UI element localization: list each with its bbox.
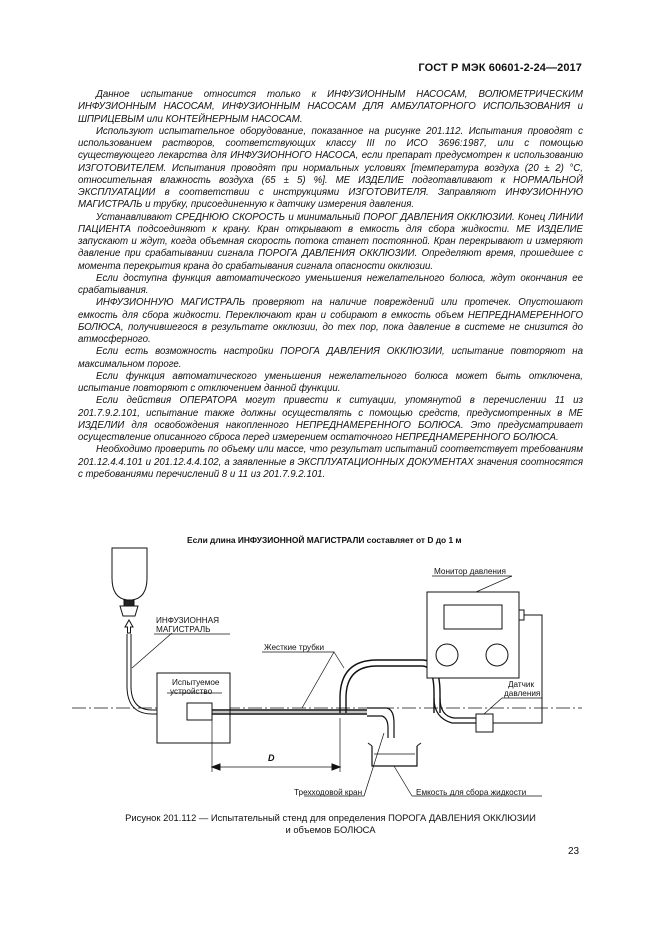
- monitor-leader: [432, 576, 512, 592]
- arch-tube-inner: [346, 666, 434, 713]
- figure-caption: [60, 812, 601, 836]
- rigid-tubes-leader: [262, 652, 344, 708]
- device-under-test-label: устройство: [170, 687, 213, 696]
- sensor-leader: [484, 698, 542, 714]
- arch-tube-outer: [340, 660, 440, 713]
- drip-chamber: [120, 606, 138, 616]
- paragraph: Если действия ОПЕРАТОРА могут привести к ситуации, упомянутой в перечислении 11 из 201.7.9.2.101, испытание также должны осуществлять с помощью средств, предусмотренных в МЕ ИЗДЕЛИИ для освобождения накопленного НЕПРЕДНАМЕРЕННОГО БОЛЮСА. Это предусматривает осуществление описанного сброса перед измерением остаточного НЕПРЕДНАМЕРЕННОГО БОЛЮСА.: [78, 395, 583, 443]
- figure-title: Если длина ИНФУЗИОННОЙ МАГИСТРАЛИ составляет от D до 1 м: [187, 535, 462, 545]
- monitor-display: [444, 605, 502, 629]
- paragraph: Устанавливают СРЕДНЮЮ СКОРОСТЬ и минимальный ПОРОГ ДАВЛЕНИЯ ОККЛЮЗИИ. Конец ЛИНИИ ПАЦИЕНТА подсоединяют к крану. Кран открывают в емкость для сбора жидкости. МЕ ИЗДЕЛИЕ запускают и ждут, когда объемная скорость потока станет постоянной. Кран перекрывают и измеряют давление при срабатывании сигнала ПОРОГА ДАВЛЕНИЯ ОККЛЮЗИИ. Определяют время, прошедшее с момента перекрытия крана до срабатывания сигнала опасности окклюзии.: [78, 211, 583, 272]
- infusion-line-label: МАГИСТРАЛЬ: [156, 625, 211, 634]
- rigid-tubes-label: Жесткие трубки: [264, 643, 325, 652]
- paragraph: Если доступна функция автоматического уменьшения нежелательного болюса, ждут окончания ее срабатывания.: [78, 272, 583, 296]
- body-text: [78, 89, 583, 481]
- paragraph: Необходимо проверить по объему или массе, что результат испытаний соответствует требованиям 201.12.4.4.101 и 201.12.4.4.102, а заявленные в ЭКСПЛУАТАЦИОННЫХ ДОКУМЕНТАХ значения соотносятся с требованиями перечислений 8 и 11 из 201.7.9.2.101.: [78, 444, 583, 480]
- collection-vessel-label: Емкость для сбора жидкости: [416, 788, 527, 797]
- d-arrow-right: [332, 764, 340, 770]
- caption-line: и объемов БОЛЮСА: [285, 824, 376, 835]
- page-number: 23: [568, 846, 580, 857]
- d-arrow-left: [212, 764, 220, 770]
- vessel-lip-left: [368, 743, 372, 746]
- paragraph: Если функция автоматического уменьшения нежелательного болюса может быть отключена, испытание повторяют с отключением данной функции.: [78, 370, 583, 394]
- monitor-connector: [519, 610, 524, 620]
- paragraph: Данное испытание относится только к ИНФУЗИОННЫМ НАСОСАМ, ВОЛЮМЕТРИЧЕСКИМ ИНФУЗИОННЫМ НАСОСАМ, ИНФУЗИОННЫМ НАСОСАМ ДЛЯ АМБУЛАТОРНОГО ИСПОЛЬЗОВАНИЯ и ШПРИЦЕВЫМ или КОНТЕЙНЕРНЫМ НАСОСАМ.: [78, 89, 583, 125]
- arch-tube-right-outer: [434, 698, 482, 723]
- drip-arrow: [125, 620, 133, 633]
- test-setup-diagram: [72, 528, 592, 813]
- document-header: ГОСТ Р МЭК 60601-2-24—2017: [418, 62, 582, 74]
- infusion-bag: [112, 548, 147, 600]
- test-setup-figure: [72, 528, 592, 813]
- infusion-line-label: ИНФУЗИОННАЯ: [156, 616, 220, 625]
- device-pump-block: [187, 703, 212, 720]
- device-under-test-label: Испытуемое: [172, 678, 220, 687]
- d-dimension-label: D: [268, 753, 275, 763]
- pressure-sensor-label: давления: [504, 689, 541, 698]
- pressure-sensor: [476, 714, 493, 732]
- vessel-lip-right: [417, 743, 421, 746]
- paragraph: Используют испытательное оборудование, показанное на рисунке 201.112. Испытания проводят с использованием растворов, соответствующих классу III по ИСО 3696:1987, или с помощью существующего лекарства для ИНФУЗИОННОГО НАСОСА, если препарат предусмотрен к использованию ИЗГОТОВИТЕЛЕМ. Испытания проводят при нормальных условиях [температура воздуха (20 ± 2) °С, относительная влажность воздуха (65 ± 5) %]. МЕ ИЗДЕЛИЕ подготавливают к НОРМАЛЬНОЙ ЭКСПЛУАТАЦИИ в соответствии с инструкциями ИЗГОТОВИТЕЛЯ. Заправляют ИНФУЗИОННУЮ МАГИСТРАЛЬ и трубку, присоединенную к датчику измерения давления.: [78, 125, 583, 211]
- three-way-valve: [367, 708, 394, 738]
- pressure-sensor-label: Датчик: [508, 680, 535, 689]
- infusion-line-leader: [132, 633, 172, 668]
- caption-line: Рисунок 201.112 — Испытательный стенд для определения ПОРОГА ДАВЛЕНИЯ ОККЛЮЗИИ: [125, 812, 536, 823]
- three-way-valve-label: Трехходовой кран: [294, 788, 363, 797]
- paragraph: ИНФУЗИОННУЮ МАГИСТРАЛЬ проверяют на наличие повреждений или протечек. Опустошают емкость для сбора жидкости. Переключают кран и собирают в емкость объем НЕПРЕДНАМЕРЕННОГО БОЛЮСА, получившегося в результате окклюзии, до тех пор, пока давление в системе не снизится до атмосферного.: [78, 297, 583, 345]
- paragraph: Если есть возможность настройки ПОРОГА ДАВЛЕНИЯ ОККЛЮЗИИ, испытание повторяют на максимальном пороге.: [78, 346, 583, 370]
- bag-neck: [124, 600, 134, 606]
- pressure-monitor-label: Монитор давления: [434, 567, 506, 576]
